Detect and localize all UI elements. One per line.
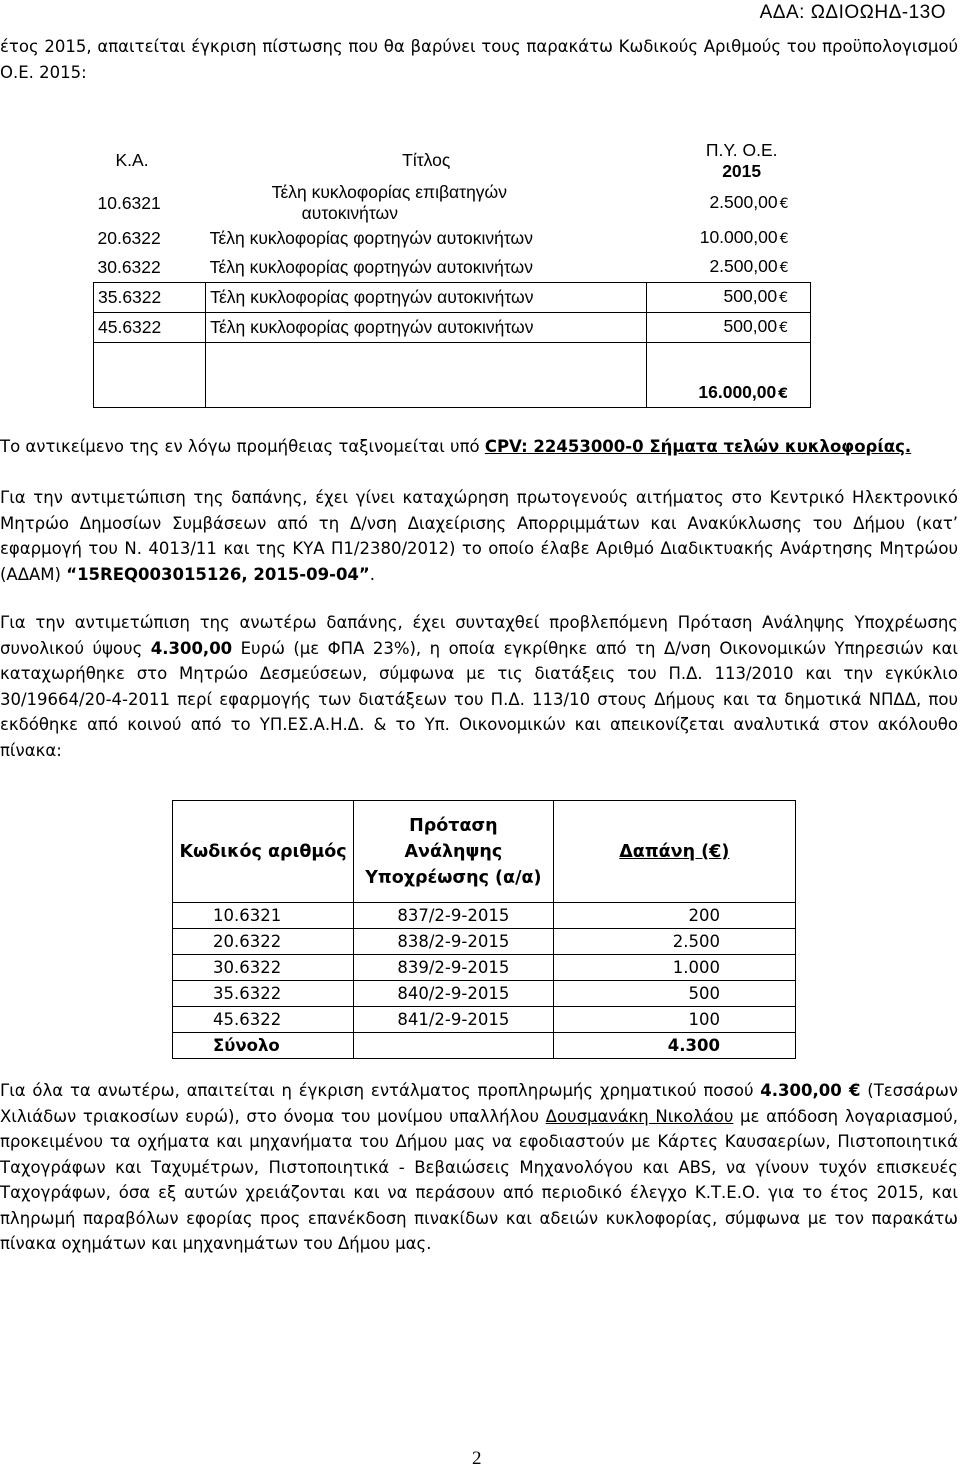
table-row: [94, 253, 811, 283]
cpv-code: CPV: 22453000-0 Σήματα τελών κυκλοφορίας.: [484, 437, 912, 456]
commitments-table-header: [173, 801, 796, 903]
row-proposal: 837/2-9-2015: [354, 903, 553, 929]
table-row: [173, 955, 796, 981]
budget-table: [93, 139, 811, 408]
prepayment-amount: 4.300,00 €: [760, 1081, 861, 1100]
total-amount: 16.000,00 €: [647, 343, 811, 408]
row-title: Τέλη κυκλοφορίας φορτηγών αυτοκινήτων: [206, 283, 647, 313]
row-code: 45.6322: [94, 313, 206, 343]
row-proposal: 838/2-9-2015: [354, 929, 553, 955]
registry-paragraph: Για την αντιμετώπιση της δαπάνης, έχει γίνει καταχώρηση πρωτογενούς αιτήματος στο Κεντρικό Ηλεκτρονικό Μητρώο Δημοσίων Συμβάσεων από τη Δ/νση Διαχείρισης Απορριμμάτων και Ανακύκλωσης του Δήμου (κατ’ εφαρμογή του Ν. 4013/11 και της ΚΥΑ Π1/2380/2012) το οποίο έλαβε Αριθμό Διαδικτυακής Ανάρτησης Μητρώου (ΑΔΑΜ) “15REQ003015126, 2015-09-04”.: [0, 488, 958, 584]
table-row: [173, 1007, 796, 1033]
employee-name: Δουσμανάκη Νικολάου: [545, 1106, 734, 1126]
row-expense: 200: [553, 903, 795, 929]
row-code: 45.6322: [173, 1007, 354, 1033]
row-code: 20.6322: [97, 228, 161, 248]
row-code: 35.6322: [173, 981, 354, 1007]
commitment-amount: 4.300,00: [150, 638, 233, 658]
table-row: [94, 313, 811, 343]
header-proposal: Πρόταση Ανάληψης Υποχρέωσης (α/α): [354, 801, 553, 903]
ada-header: ΑΔΑ: ΩΔΙΟΩΗΔ-13Ο: [759, 2, 946, 23]
total-expense: 4.300: [553, 1033, 795, 1059]
row-amount: 10.000,00 €: [699, 227, 789, 247]
row-code: 30.6322: [97, 257, 161, 277]
row-proposal: 839/2-9-2015: [354, 955, 553, 981]
row-title: Τέλη κυκλοφορίας φορτηγών αυτοκινήτων: [206, 313, 647, 343]
total-label: Σύνολο: [173, 1033, 354, 1059]
row-expense: 500: [553, 981, 795, 1007]
header-amount: [647, 139, 811, 182]
table-row: [94, 182, 811, 224]
row-amount: 2.500,00 €: [709, 191, 789, 212]
intro-paragraph: έτος 2015, απαιτείται έγκριση πίστωσης που θα βαρύνει τους παρακάτω Κωδικούς Αριθμούς του προϋπολογισμού Ο.Ε. 2015:: [0, 37, 958, 82]
row-amount: 2.500,00 €: [709, 256, 789, 276]
row-expense: 1.000: [553, 955, 795, 981]
prepayment-paragraph: Για όλα τα ανωτέρω, απαιτείται η έγκριση εντάλματος προπληρωμής χρηματικού ποσού 4.300,00 € (Τεσσάρων Χιλιάδων τριακοσίων ευρώ), στο όνομα του μονίμου υπαλλήλου Δουσμανάκη Νικολάου με απόδοση λογαριασμού, προκειμένου τα οχήματα και μηχανήματα του Δήμου μας να εφοδιαστούν με Κάρτες Καυσαερίων, Πιστοποιητικά Ταχογράφων και Ταχυμέτρων, Πιστοποιητικά - Βεβαιώσεις Μηχανολόγου και ABS, να γίνουν τυχόν επισκευές Ταχογράφων, όσα εξ αυτών χρειάζονται και να περάσουν από περιοδικό έλεγχο Κ.Τ.Ε.Ο. για το έτος 2015, και πληρωμή παραβόλων εφορίας προς επανέκδοση πινακίδων και αδειών κυκλοφορίας, σύμφωνα με τον παρακάτω πίνακα οχημάτων και μηχανημάτων του Δήμου μας.: [0, 1081, 958, 1253]
table-total-row: [94, 343, 811, 408]
page-number: 2: [472, 1448, 482, 1469]
row-code: 20.6322: [173, 929, 354, 955]
header-expense: Δαπάνη (€): [553, 801, 795, 903]
row-amount: 500,00 €: [647, 313, 811, 343]
row-proposal: 840/2-9-2015: [354, 981, 553, 1007]
row-expense: 2.500: [553, 929, 795, 955]
commitment-paragraph: Για την αντιμετώπιση της ανωτέρω δαπάνης, έχει συνταχθεί προβλεπόμενη Πρόταση Ανάληψης Υποχρέωσης συνολικού ύψους 4.300,00 Ευρώ (με ΦΠΑ 23%), η οποία εγκρίθηκε από τη Δ/νση Οικονομικών Υπηρεσιών και καταχωρήθηκε στο Μητρώο Δεσμεύσεων, σύμφωνα με τις διατάξεις του Π.Δ. 113/2010 και την εγκύκλιο 30/19664/20-4-2011 περί εφαρμογής των διατάξεων του Π.Δ. 113/10 στους Δήμους και τα δημοτικά ΝΠΔΔ, που εκδόθηκε από κοινού από το ΥΠ.ΕΣ.Α.Η.Δ. & το Υπ. Οικονομικών και απεικονίζεται αναλυτικά στον ακόλουθο πίνακα:: [0, 613, 959, 760]
row-amount: 500,00 €: [647, 283, 811, 313]
table-row: [173, 981, 796, 1007]
budget-table-header: [94, 139, 811, 182]
header-amount-line2: 2015: [722, 160, 762, 181]
cpv-paragraph: Το αντικείμενο της εν λόγω προμήθειας ταξινομείται υπό CPV: 22453000-0 Σήματα τελών κυκλοφορίας.: [0, 437, 912, 456]
table-row: [94, 283, 811, 313]
header-amount-line1: Π.Υ. Ο.Ε.: [705, 139, 778, 160]
row-title: Τέλη κυκλοφορίας φορτηγών αυτοκινήτων: [209, 228, 533, 248]
row-code: 30.6322: [173, 955, 354, 981]
table-row: [173, 929, 796, 955]
row-title: Τέλη κυκλοφορίας επιβατηγών αυτοκινήτων: [271, 182, 507, 223]
table-row: [94, 224, 811, 253]
header-code: Κωδικός αριθμός: [173, 801, 354, 903]
adam-code: “15REQ003015126, 2015-09-04”: [66, 564, 370, 584]
table-total-row: [173, 1033, 796, 1059]
row-code: 10.6321: [173, 903, 354, 929]
row-code: 35.6322: [94, 283, 206, 313]
row-expense: 100: [553, 1007, 795, 1033]
row-proposal: 841/2-9-2015: [354, 1007, 553, 1033]
row-title: Τέλη κυκλοφορίας φορτηγών αυτοκινήτων: [209, 257, 533, 277]
commitments-table: [172, 800, 796, 1059]
header-code: Κ.Α.: [115, 150, 149, 170]
row-code: 10.6321: [97, 192, 161, 213]
table-row: [173, 903, 796, 929]
header-title: Τίτλος: [402, 150, 451, 170]
